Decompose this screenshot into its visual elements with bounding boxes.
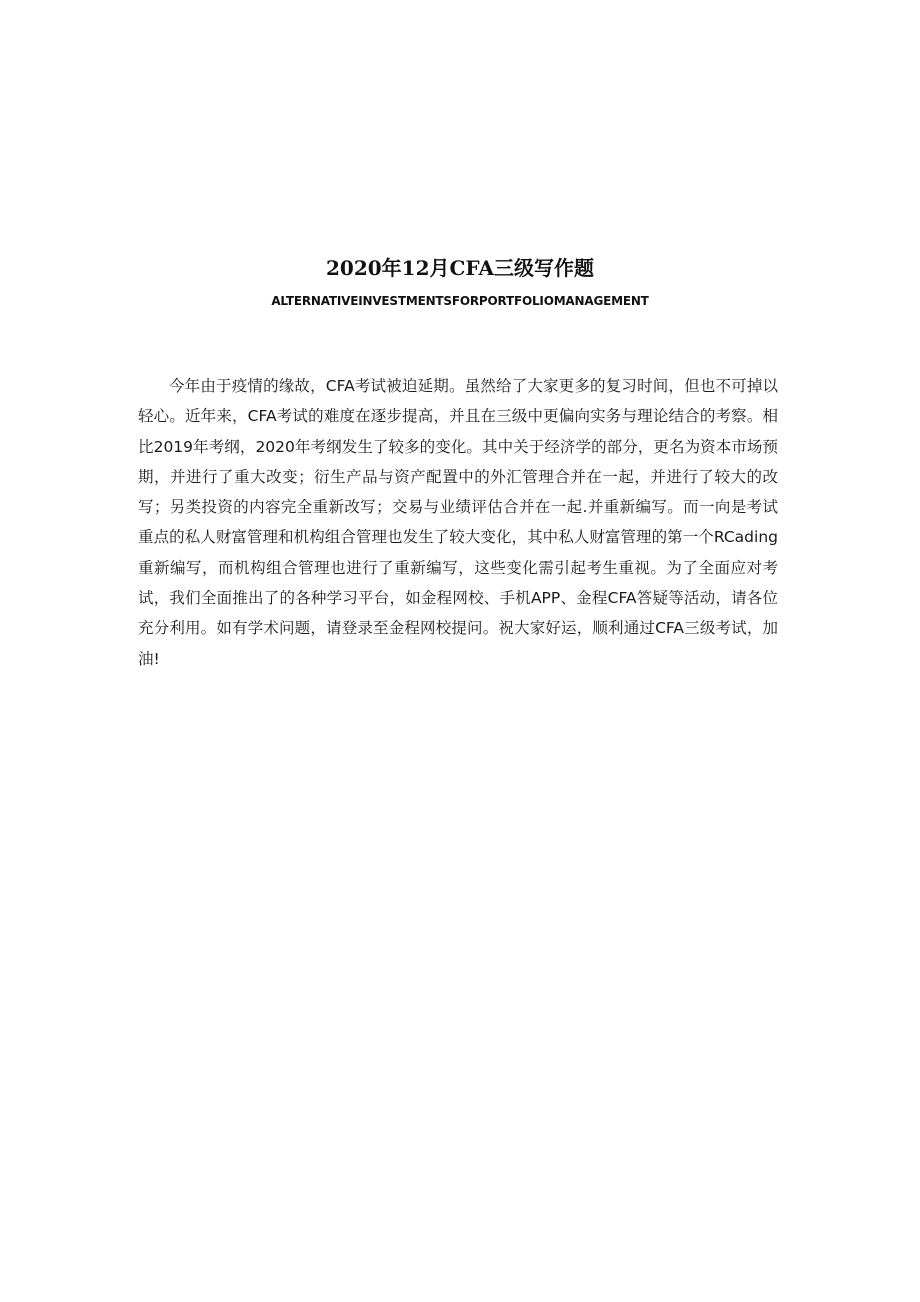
body-paragraph: 今年由于疫情的缘故，CFA考试被迫延期。虽然给了大家更多的复习时间，但也不可掉以轻心。近年来，CFA考试的难度在逐步提高，并且在三级中更偏向实务与理论结合的考察。相比2019年考纲，2020年考纲发生了较多的变化。其中关于经济学的部分，更名为资本市场预期，并进行了重大改变；衍生产品与资产配置中的外汇管理合并在一起，并进行了较大的改写；另类投资的内容完全重新改写；交易与业绩评估合并在一起.并重新编写。而一向是考试重点的私人财富管理和机构组合管理也发生了较大变化，其中私人财富管理的第一个RCading重新编写，而机构组合管理也进行了重新编写，这些变化需引起考生重视。为了全面应对考试，我们全面推出了的各种学习平台，如金程网校、手机APP、金程CFA答疑等活动，请各位充分利用。如有学术问题，请登录至金程网校提问。祝大家好运，顺利通过CFA三级考试，加油! [138, 377, 778, 668]
document-title: 2020年12月CFA三级写作题 [326, 256, 594, 280]
document-subtitle: ALTERNATIVEINVESTMENTSFORPORTFOLIOMANAGEMENT [271, 294, 649, 308]
